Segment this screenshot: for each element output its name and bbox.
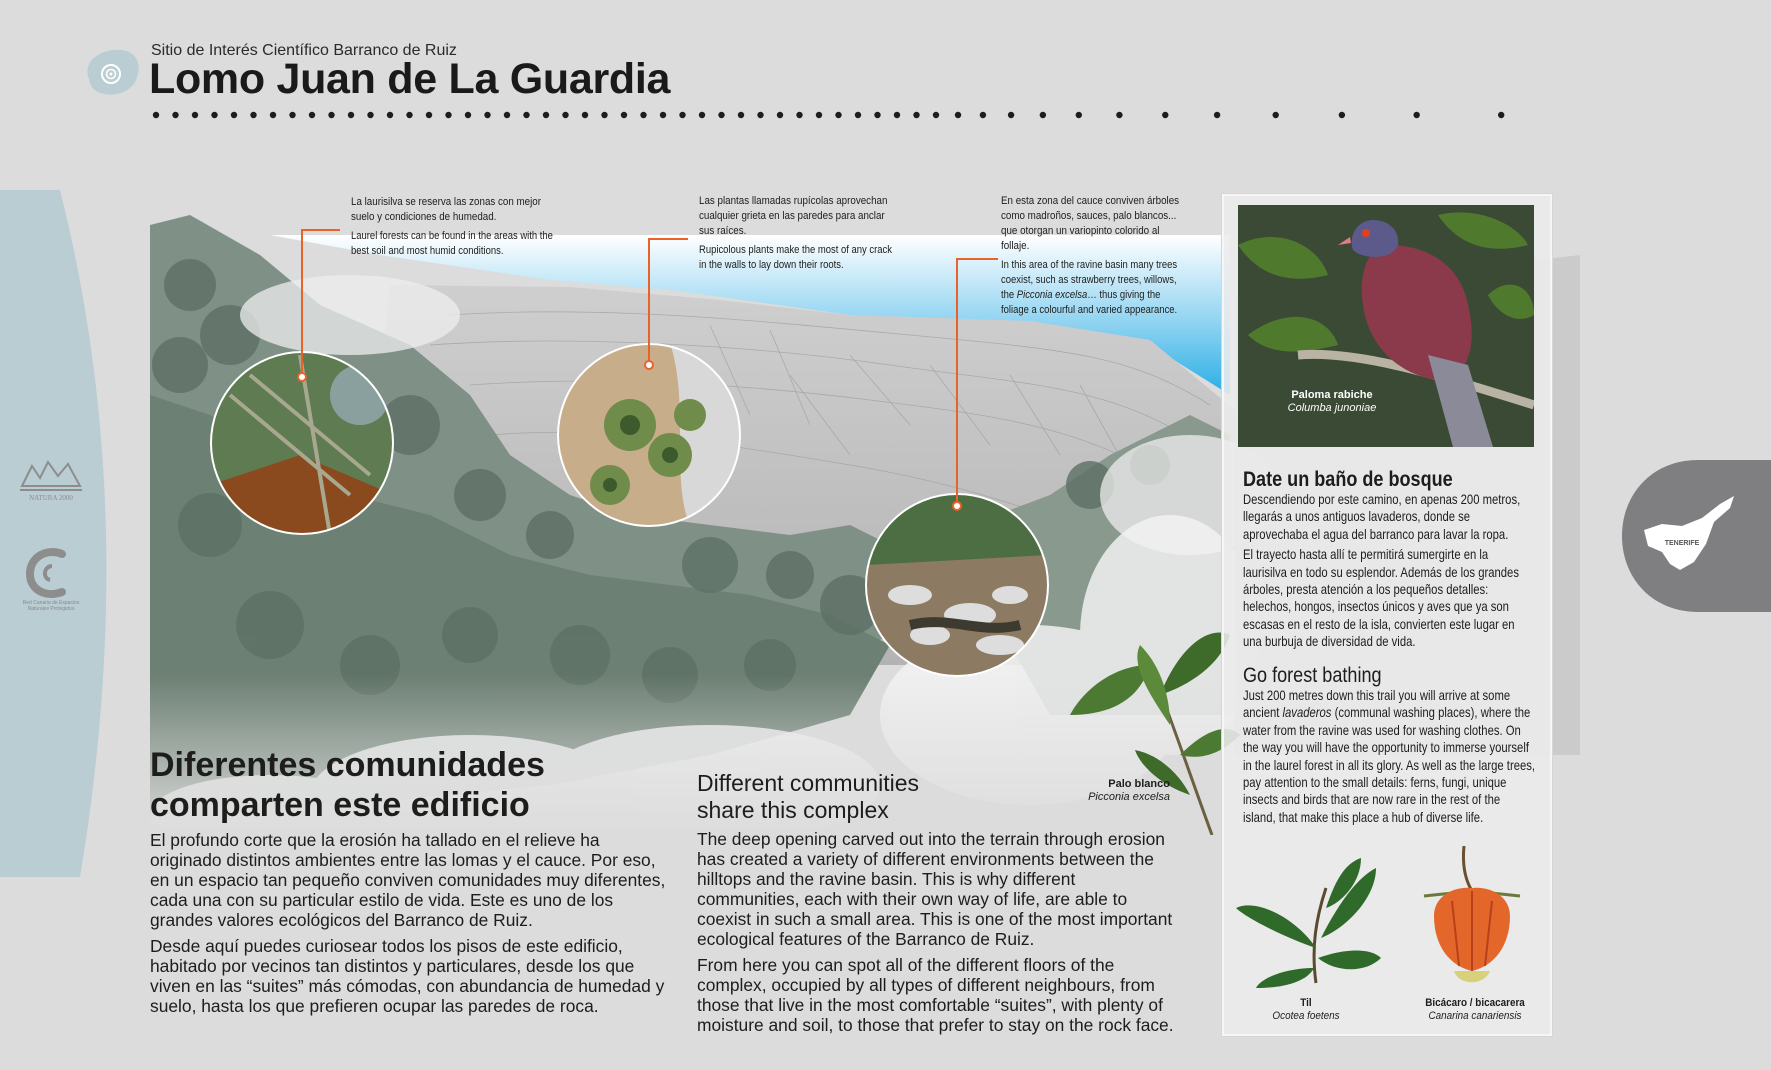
divider-dot bbox=[231, 112, 237, 118]
divider-dot bbox=[1272, 112, 1278, 118]
natura-2000-logo bbox=[18, 456, 84, 502]
divider-dot bbox=[406, 112, 412, 118]
divider-dot bbox=[1008, 112, 1014, 118]
divider-dot bbox=[933, 112, 939, 118]
divider-dot bbox=[816, 112, 822, 118]
divider-dot bbox=[289, 112, 295, 118]
divider-dot bbox=[679, 112, 685, 118]
divider-dot bbox=[1498, 112, 1504, 118]
svg-text:TENERIFE: TENERIFE bbox=[1664, 540, 1700, 547]
divider-dot bbox=[153, 112, 159, 118]
divider-dot bbox=[660, 112, 666, 118]
site-subtitle: Sitio de Interés Científico Barranco de Ruiz bbox=[151, 42, 457, 59]
palo-blanco-label: Palo blanco Picconia excelsa bbox=[1088, 778, 1170, 803]
callout-rupicolous-es: Las plantas llamadas rupícolas aprovechan cualquier grieta en las paredes para anclar sus raíces. bbox=[699, 195, 888, 237]
callout-laurel-es: La laurisilva se reserva las zonas con mejor suelo y condiciones de humedad. bbox=[351, 196, 542, 223]
dotted-divider bbox=[150, 108, 1580, 122]
divider-dot bbox=[894, 112, 900, 118]
panel-body-es: Descendiendo por este camino, en apenas 200 metros, llegarás a unos antiguos lavaderos, donde se aprovechaba el agua del barranco para lavar la ropa. El trayecto hasta allí te permitirá sumergirte en la laurisilva en todo su esplendor. Además de los grandes árboles, presta atención a los pequeños detalles: helechos, hongos, insectos únicos y aves que ya son escasas en el resto de la isla, convierten este lugar en una burbuja de diversidad de vida. bbox=[1243, 492, 1521, 650]
divider-dot bbox=[1339, 112, 1345, 118]
callout-rupicolous bbox=[699, 194, 893, 273]
bicacaro-caption: Bicácaro / bicacarera Canarina canariensis bbox=[1425, 997, 1525, 1022]
divider-dot bbox=[387, 112, 393, 118]
divider-dot bbox=[426, 112, 432, 118]
divider-dot bbox=[757, 112, 763, 118]
divider-dot bbox=[270, 112, 276, 118]
paloma-rabiche-illustration bbox=[1238, 205, 1534, 447]
divider-dot bbox=[913, 112, 919, 118]
main-heading-es: Diferentes comunidades comparten este edificio bbox=[150, 746, 545, 824]
svg-text:NATURA 2000: NATURA 2000 bbox=[29, 494, 73, 502]
divider-dot bbox=[250, 112, 256, 118]
divider-dot bbox=[523, 112, 529, 118]
divider-dot bbox=[504, 112, 510, 118]
divider-dot bbox=[855, 112, 861, 118]
divider-dot bbox=[980, 112, 986, 118]
divider-dot bbox=[796, 112, 802, 118]
divider-dot bbox=[192, 112, 198, 118]
divider-dot bbox=[465, 112, 471, 118]
divider-dot bbox=[835, 112, 841, 118]
panel-heading-en: Go forest bathing bbox=[1243, 664, 1382, 687]
divider-dot bbox=[1162, 112, 1168, 118]
site-logo-icon bbox=[80, 46, 142, 98]
page-title: Lomo Juan de La Guardia bbox=[149, 55, 671, 103]
main-heading-en: Different communities share this complex bbox=[697, 770, 919, 823]
til-caption: Til Ocotea foetens bbox=[1272, 997, 1340, 1022]
callout-ravine-es: En esta zona del cauce conviven árboles como madroños, sauces, palo blancos... que otorgan un variopinto colorido al follaje. bbox=[1001, 195, 1180, 252]
panel-heading-es: Date un baño de bosque bbox=[1243, 468, 1453, 491]
panel-body-en: Just 200 metres down this trail you will arrive at some ancient lavaderos (communal washing places), where the water from the ravine was used for washing clothes. On the way you will have the opportunity to immerse yourself in the laurel forest in all its glory. As well as the large trees, pay attention to the small details: ferns, fungi, unique insects and birds that are now rare in the rest of the island, that make this place a hub of diverse life. bbox=[1243, 688, 1536, 825]
callout-ravine-en: In this area of the ravine basin many trees coexist, such as strawberry trees, willows, the Picconia excelsa… thus giving the foliage a colourful and varied appearance. bbox=[1001, 259, 1178, 316]
callout-laurel-forest bbox=[351, 195, 561, 259]
divider-dot bbox=[1214, 112, 1220, 118]
divider-dot bbox=[348, 112, 354, 118]
left-side-band bbox=[0, 190, 110, 877]
bird-caption: Paloma rabiche Columba junoniae bbox=[1287, 389, 1377, 414]
divider-dot bbox=[1076, 112, 1082, 118]
divider-dot bbox=[718, 112, 724, 118]
callout-laurel-en: Laurel forests can be found in the areas with the best soil and most humid conditions. bbox=[351, 230, 553, 257]
divider-dot bbox=[328, 112, 334, 118]
red-canaria-logo-text: Red Canaria de Espacios Naturales Protegidos bbox=[22, 600, 80, 612]
tenerife-locator-tab bbox=[1622, 460, 1771, 612]
divider-dot bbox=[582, 112, 588, 118]
divider-dot bbox=[874, 112, 880, 118]
divider-dot bbox=[955, 112, 961, 118]
divider-dot bbox=[1116, 112, 1122, 118]
divider-dot bbox=[172, 112, 178, 118]
callout-rupicolous-en: Rupicolous plants make the most of any crack in the walls to lay down their roots. bbox=[699, 244, 892, 271]
til-plant-illustration bbox=[1226, 848, 1386, 988]
divider-dot bbox=[309, 112, 315, 118]
divider-dot bbox=[367, 112, 373, 118]
divider-dot bbox=[640, 112, 646, 118]
divider-dot bbox=[621, 112, 627, 118]
divider-dot bbox=[543, 112, 549, 118]
divider-dot bbox=[484, 112, 490, 118]
divider-dot bbox=[601, 112, 607, 118]
divider-dot bbox=[777, 112, 783, 118]
divider-dot bbox=[1413, 112, 1419, 118]
divider-dot bbox=[562, 112, 568, 118]
divider-dot bbox=[699, 112, 705, 118]
bicacaro-flower-illustration bbox=[1404, 846, 1540, 992]
callout-ravine-basin bbox=[1001, 194, 1186, 318]
divider-dot bbox=[211, 112, 217, 118]
main-body-es: El profundo corte que la erosión ha tallado en el relieve ha originado distintos ambientes entre las lomas y el cauce. Por eso, en un espacio tan pequeño conviven comunidades muy diferentes, cada una con su particular estilo de vida. Este es uno de los grandes valores ecológicos del Barranco de Ruiz. Desde aquí puedes curiosear todos los pisos de este edificio, habitado por vecinos tan distintos y particulares, desde los que viven en las “suites” más cómodas, con abundancia de humedad y suelo, hasta los que prefieren ocupar las paredes de roca. bbox=[150, 830, 666, 1016]
main-body-en: The deep opening carved out into the terrain through erosion has created a variety of different environments between the hilltops and the ravine basin. This is why different communities, each with their own way of life, are able to coexist in such a small area. This is one of the most important ecological features of the Barranco de Ruiz. From here you can spot all of the different floors of the complex, occupied by all types of different neighbours, from those that live in the most comfortable “suites”, with plenty of moisture and soil, to those that prefer to stay on the rock face. bbox=[697, 829, 1174, 1035]
divider-dot bbox=[738, 112, 744, 118]
divider-dot bbox=[1040, 112, 1046, 118]
divider-dot bbox=[445, 112, 451, 118]
